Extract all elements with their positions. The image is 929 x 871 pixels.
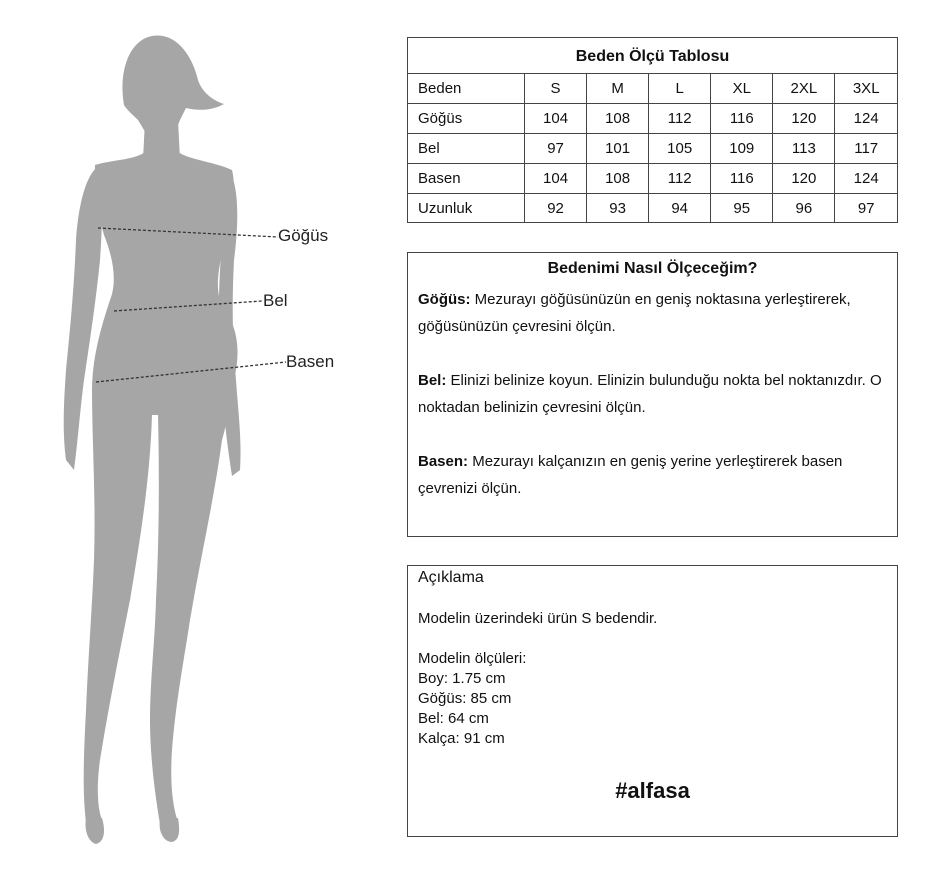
table-cell: 124	[835, 164, 897, 194]
table-cell: 95	[711, 194, 773, 224]
howto-item-gogus	[418, 286, 887, 340]
how-to-measure-title: Bedenimi Nasıl Ölçeceğim?	[547, 260, 758, 277]
table-cell: 108	[587, 104, 649, 134]
table-cell: 120	[773, 164, 835, 194]
table-row-label: Bel	[408, 134, 525, 164]
table-header-cell: 3XL	[835, 74, 897, 104]
table-cell: 112	[649, 164, 711, 194]
size-chart-table	[407, 37, 898, 223]
howto-term: Göğüs:	[418, 291, 471, 308]
model-chest: Göğüs: 85 cm	[418, 690, 512, 707]
table-cell: 112	[649, 104, 711, 134]
howto-term: Bel:	[418, 372, 447, 389]
table-cell: 92	[525, 194, 587, 224]
table-cell: 104	[525, 104, 587, 134]
table-cell: 93	[587, 194, 649, 224]
table-row-label: Basen	[408, 164, 525, 194]
table-cell: 113	[773, 134, 835, 164]
table-row-label: Göğüs	[408, 104, 525, 134]
table-cell: 108	[587, 164, 649, 194]
howto-text: Elinizi belinize koyun. Elinizin bulunduğu nokta bel noktanızdır. O noktadan belinizin çevresini ölçün.	[418, 372, 882, 416]
table-header-cell: L	[649, 74, 711, 104]
model-measurements-heading: Modelin ölçüleri:	[418, 650, 527, 667]
table-cell: 116	[711, 104, 773, 134]
body-silhouette	[0, 0, 400, 871]
table-header-cell: M	[587, 74, 649, 104]
figure-label-gogus: Göğüs	[278, 226, 329, 245]
table-cell: 97	[525, 134, 587, 164]
description-box	[407, 565, 898, 837]
size-table	[408, 74, 897, 223]
howto-term: Basen:	[418, 453, 469, 470]
table-row	[408, 194, 897, 224]
table-header-cell: 2XL	[773, 74, 835, 104]
how-to-measure-box	[407, 252, 898, 537]
model-figure-illustration	[0, 0, 400, 871]
brand-hashtag: #alfasa	[615, 778, 690, 803]
table-cell: 117	[835, 134, 897, 164]
table-cell: 124	[835, 104, 897, 134]
howto-item-basen	[418, 448, 887, 502]
table-row	[408, 134, 897, 164]
model-size-note: Modelin üzerindeki ürün S bedendir.	[418, 610, 658, 627]
model-waist: Bel: 64 cm	[418, 710, 489, 727]
table-cell: 120	[773, 104, 835, 134]
table-header-cell: Beden	[408, 74, 525, 104]
table-header-cell: S	[525, 74, 587, 104]
table-header-row	[408, 74, 897, 104]
table-cell: 105	[649, 134, 711, 164]
table-cell: 116	[711, 164, 773, 194]
howto-text: Mezurayı kalçanızın en geniş yerine yerleştirerek basen çevrenizi ölçün.	[418, 453, 843, 497]
table-cell: 109	[711, 134, 773, 164]
description-title: Açıklama	[418, 569, 484, 586]
table-cell: 104	[525, 164, 587, 194]
table-cell: 101	[587, 134, 649, 164]
table-row	[408, 104, 897, 134]
model-height: Boy: 1.75 cm	[418, 670, 506, 687]
table-row-label: Uzunluk	[408, 194, 525, 224]
howto-text: Mezurayı göğüsünüzün en geniş noktasına yerleştirerek, göğüsünüzün çevresini ölçün.	[418, 291, 851, 335]
table-row	[408, 164, 897, 194]
table-cell: 96	[773, 194, 835, 224]
table-cell: 97	[857, 200, 875, 217]
table-header-cell: XL	[711, 74, 773, 104]
figure-label-basen: Basen	[286, 352, 335, 371]
size-chart-title: Beden Ölçü Tablosu	[408, 38, 897, 74]
figure-label-bel: Bel	[263, 291, 288, 310]
table-cell: 94	[649, 194, 711, 224]
howto-item-bel	[418, 367, 887, 421]
model-hip: Kalça: 91 cm	[418, 730, 505, 747]
